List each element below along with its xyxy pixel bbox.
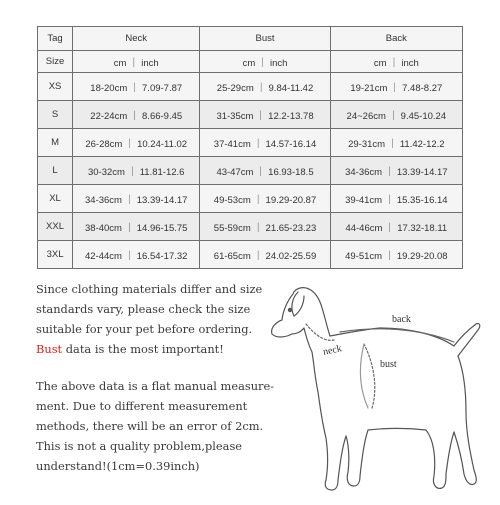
bust-cell: 31-35cm ｜ 12.2-13.78: [200, 101, 330, 129]
neck-cell: 34-36cm ｜ 13.39-14.17: [73, 185, 200, 213]
neck-cell: 22-24cm ｜ 8.66-9.45: [73, 101, 200, 129]
size-cell: L: [38, 157, 73, 185]
neck-cell: 18-20cm ｜ 7.09-7.87: [73, 73, 200, 101]
bust-importance-line: [36, 339, 286, 359]
units-bust: cm ｜ inch: [200, 51, 330, 73]
table-row: [38, 101, 463, 129]
table-row: [38, 129, 463, 157]
note-line: Since clothing materials differ and size: [36, 282, 263, 296]
bust-cell: 37-41cm ｜ 14.57-16.14: [200, 129, 330, 157]
size-cell: S: [38, 101, 73, 129]
size-cell: 3XL: [38, 241, 73, 269]
bust-cell: 61-65cm ｜ 24.02-25.59: [200, 241, 330, 269]
note-line: methods, there will be an error of 2cm.: [36, 419, 264, 433]
note-line: ment. Due to different measurement: [36, 399, 248, 413]
back-cell: 49-51cm ｜ 19.29-20.08: [330, 241, 462, 269]
header-neck: Neck: [73, 27, 200, 51]
back-cell: 19-21cm ｜ 7.48-8.27: [330, 73, 462, 101]
size-cell: XL: [38, 185, 73, 213]
note-line: suitable for your pet before ordering.: [36, 322, 253, 336]
table-row: [38, 185, 463, 213]
bust-cell: 43-47cm ｜ 16.93-18.5: [200, 157, 330, 185]
dog-measurement-diagram: [268, 272, 500, 500]
bust-cell: 55-59cm ｜ 21.65-23.23: [200, 213, 330, 241]
bust-highlight: Bust: [36, 342, 63, 356]
neck-label: neck: [322, 343, 343, 358]
dog-outline: [272, 288, 480, 490]
back-cell: 44-46cm ｜ 17.32-18.11: [330, 213, 462, 241]
bust-measure-line: [361, 344, 368, 408]
neck-cell: 42-44cm ｜ 16.54-17.32: [73, 241, 200, 269]
size-label: Size: [38, 51, 73, 73]
size-chart-table: [37, 26, 463, 269]
bust-label: bust: [380, 359, 397, 370]
table-row: [38, 241, 463, 269]
size-cell: XXL: [38, 213, 73, 241]
neck-cell: 26-28cm ｜ 10.24-11.02: [73, 129, 200, 157]
dog-eye: [288, 308, 291, 311]
bust-importance-text: data is the most important!: [62, 342, 224, 356]
bust-cell: 49-53cm ｜ 19.29-20.87: [200, 185, 330, 213]
back-cell: 39-41cm ｜ 15.35-16.14: [330, 185, 462, 213]
back-label: back: [392, 314, 411, 325]
back-cell: 24~26cm ｜ 9.45-10.24: [330, 101, 462, 129]
size-cell: XS: [38, 73, 73, 101]
note-line: understand!(1cm=0.39inch): [36, 459, 200, 473]
neck-cell: 38-40cm ｜ 14.96-15.75: [73, 213, 200, 241]
units-back: cm ｜ inch: [330, 51, 462, 73]
table-row: [38, 157, 463, 185]
dog-illustration: [268, 272, 500, 500]
note-line: standards vary, please check the size: [36, 302, 251, 316]
header-back: Back: [330, 27, 462, 51]
size-cell: M: [38, 129, 73, 157]
table-row: [38, 213, 463, 241]
dog-ear: [292, 292, 304, 316]
table-units-row: [38, 51, 463, 73]
sizing-advice-paragraph: [36, 279, 286, 359]
table-row: [38, 73, 463, 101]
table-header-row: [38, 27, 463, 51]
bust-cell: 25-29cm ｜ 9.84-11.42: [200, 73, 330, 101]
back-cell: 29-31cm ｜ 11.42-12.2: [330, 129, 462, 157]
note-line: The above data is a flat manual measure-: [36, 379, 275, 393]
neck-cell: 30-32cm ｜ 11.81-12.6: [73, 157, 200, 185]
neck-measure-line: [306, 324, 334, 340]
note-line: This is not a quality problem,please: [36, 439, 243, 453]
header-bust: Bust: [200, 27, 330, 51]
back-cell: 34-36cm ｜ 13.39-14.17: [330, 157, 462, 185]
measurement-disclaimer-paragraph: [36, 376, 286, 476]
header-tag: Tag: [38, 27, 73, 51]
units-neck: cm ｜ inch: [73, 51, 200, 73]
bust-measure-line: [364, 344, 375, 408]
